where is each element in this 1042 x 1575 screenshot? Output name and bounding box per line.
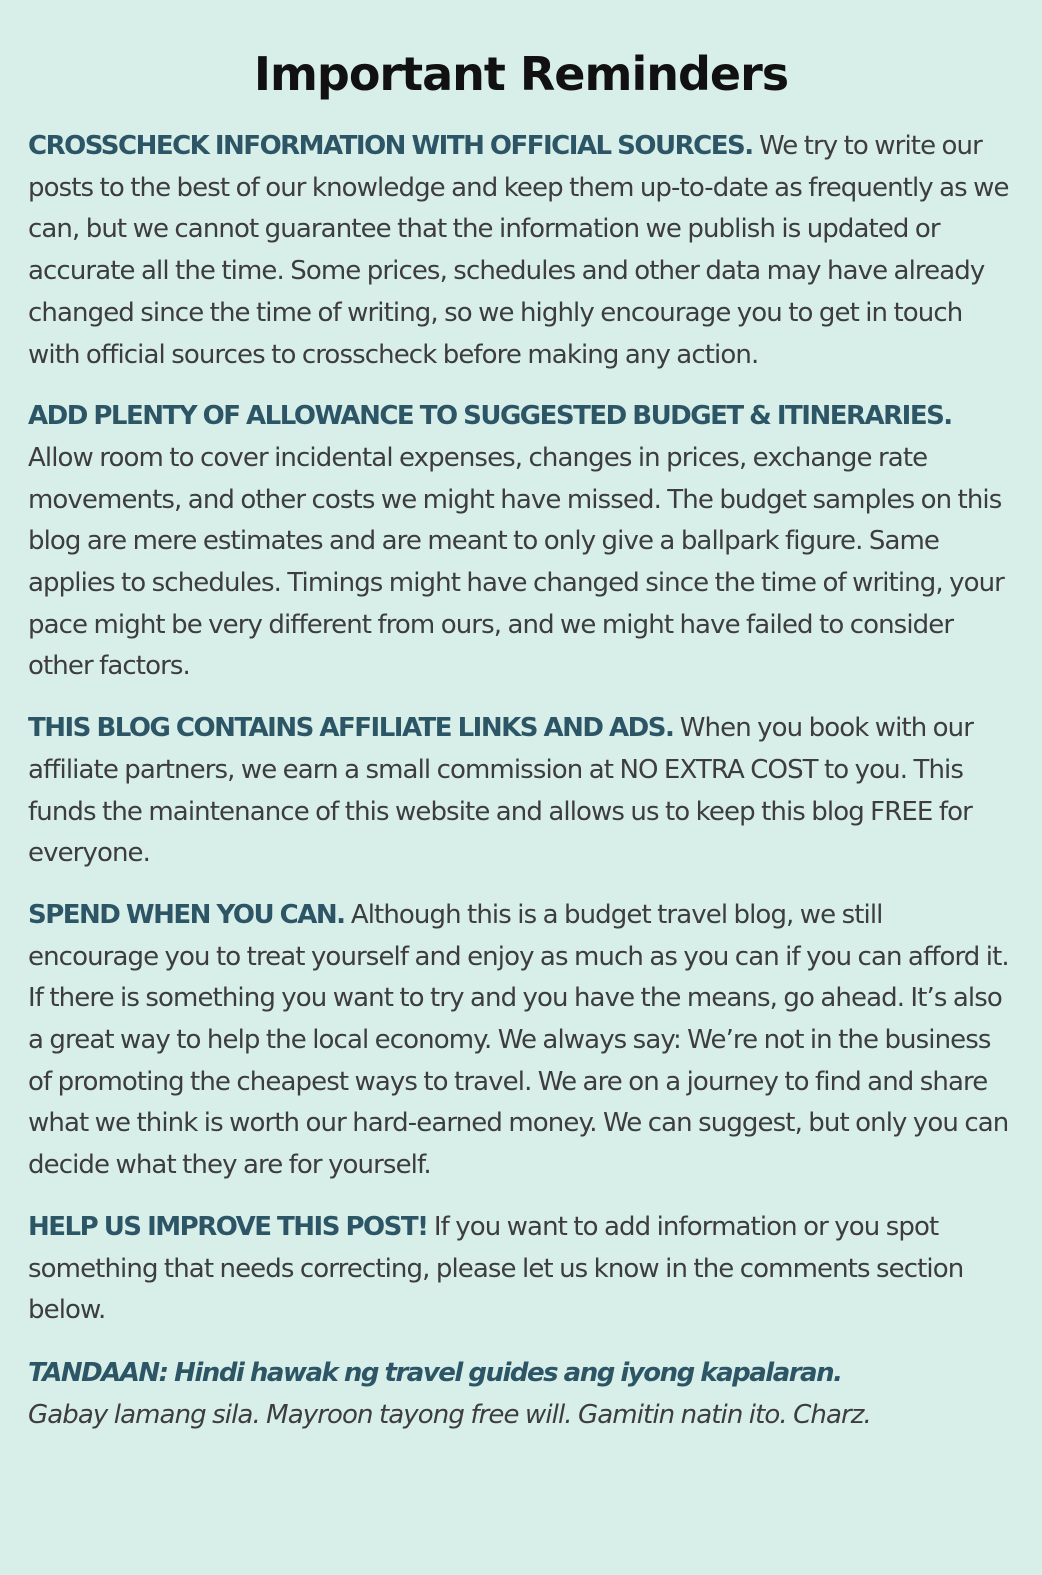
reminder-heading: CROSSCHECK INFORMATION WITH OFFICIAL SOURCES. [28,131,753,161]
reminder-heading: THIS BLOG CONTAINS AFFILIATE LINKS AND ADS. [28,713,674,744]
reminder-body: Allow room to cover incidental expenses, changes in prices, exchange rate movements, and other costs we might have missed. The budget samples on this blog are mere estimates and are meant to only give a ballpark figure. Same applies to schedules. Timings might have changed since the time of writing, your pace might be very different from ours, and we might have failed to consider other factors. [28,442,1004,682]
reminder-heading: HELP US IMPROVE THIS POST! [28,1211,428,1242]
reminder-heading: SPEND WHEN YOU CAN. [28,899,345,930]
reminder-body: When you book with our affiliate partners, we earn a small commission at NO EXTRA COST to you. This funds the maintenance of this website and allows us to keep this blog FREE for everyone. [28,713,974,869]
reminder-spend [28,895,1014,1187]
tagline-heading: TANDAAN: Hindi hawak ng travel guides ang iyong kapalaran. [28,1357,842,1388]
reminder-body: If you want to add information or you spot something that needs correcting, please let us know in the comments section below. [28,1211,964,1326]
reminder-heading: ADD PLENTY OF ALLOWANCE TO SUGGESTED BUDGET & ITINERARIES. [28,401,952,432]
tagline-body: Gabay lamang sila. Mayroon tayong free will. Gamitin natin ito. Charz. [28,1399,871,1430]
reminder-body: Although this is a budget travel blog, we still encourage you to treat yourself and enjoy as much as you can if you can afford it. If there is something you want to try and you have the means, go ahead. It’s also a great way to help the local economy. We always say: We’re not in the business of promoting the cheapest ways to travel. We are on a journey to find and share what we think is worth our hard-earned money. We can suggest, but only you can decide what they are for yourself. [28,899,1009,1181]
page-title: Important Reminders [253,47,789,101]
closing-tagline [28,1352,1014,1436]
reminder-improve [28,1207,1014,1332]
reminder-allowance [28,396,1014,688]
reminder-affiliate [28,708,1014,875]
reminder-crosscheck [28,126,1014,376]
reminder-body: We try to write our posts to the best of our knowledge and keep them up-to-date as frequently as we can, but we cannot guarantee that the information we publish is updated or accurate all the time. Some prices, schedules and other data may have already changed since the time of writing, so we highly encourage you to get in touch with official sources to crosscheck before making any action. [28,131,1009,370]
